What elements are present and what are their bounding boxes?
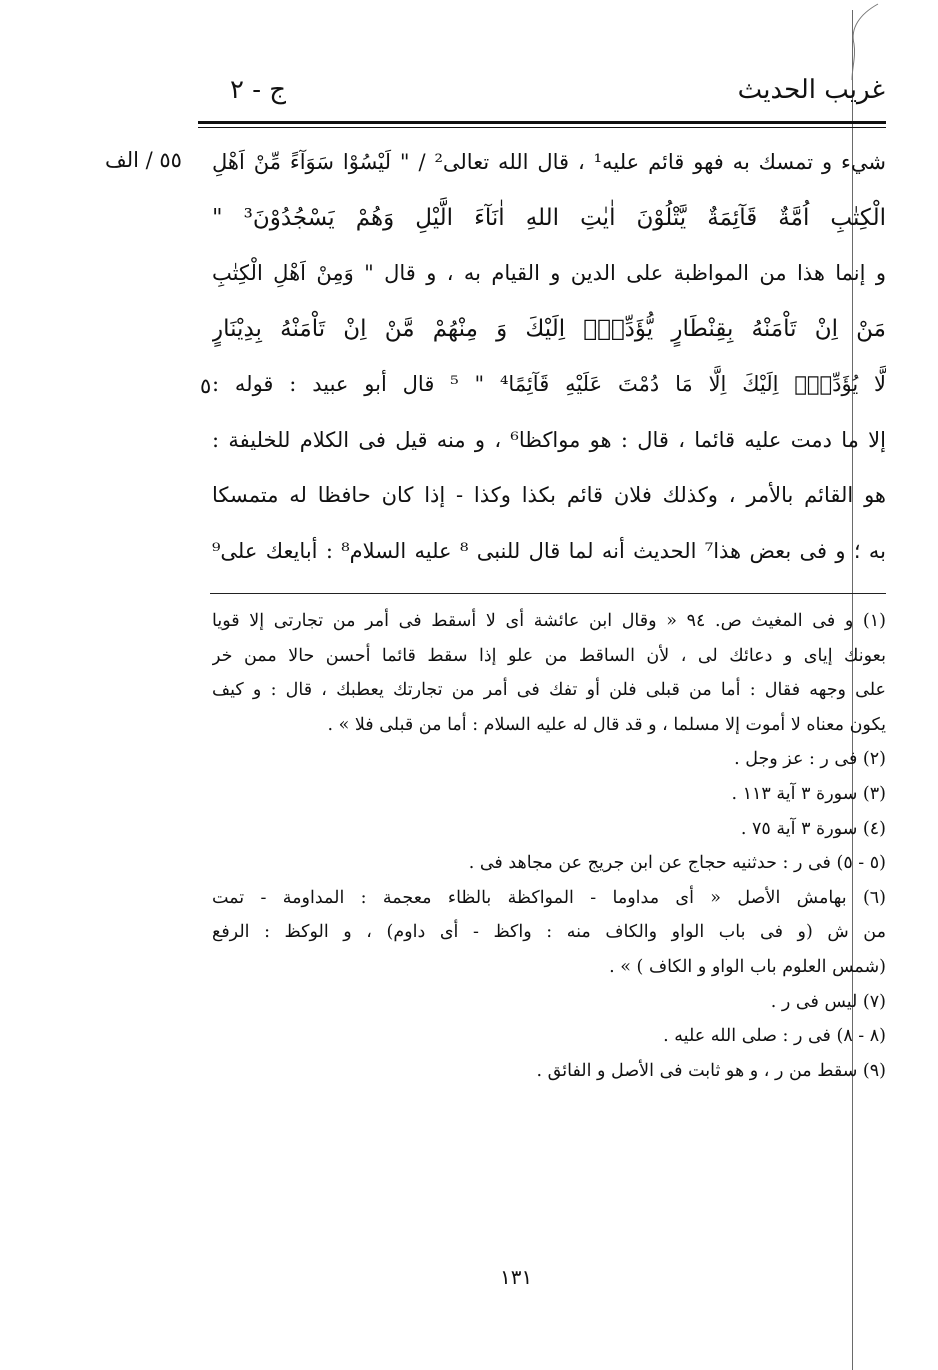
header-title: غريب الحديث bbox=[737, 75, 885, 105]
footnote-line: (شمس العلوم باب الواو و الكاف ) » . bbox=[609, 956, 886, 977]
footnote-line: من ش (و فى باب الواو والكاف منه : واكظ - أى داوم) ، و الوكظ : الرفع bbox=[212, 922, 886, 943]
footnotes-block bbox=[212, 604, 886, 1088]
main-text-line: هو القائم بالأمر ، وكذلك فلان قائم بكذا وكذا - إذا كان حافظا له متمسكا bbox=[212, 483, 886, 507]
header-rule-thick bbox=[198, 121, 886, 124]
footnote-line: (٦) بهامش الأصل « أى مداوما - المواكظة بالظاء معجمة : المداومة - تمت bbox=[212, 887, 886, 908]
footnote-line: بعونك إياى و دعائك لى ، لأن الساقط من علو إذا سقط قائما أحسن حالا ممن خر bbox=[212, 645, 886, 666]
footnote-line: (٥ - ٥) فى ر : حدثنيه حجاج عن ابن جريج عن مجاهد فى . bbox=[468, 853, 886, 874]
header-rule-thin bbox=[198, 127, 886, 128]
scan-fold-curve bbox=[846, 0, 886, 80]
footnote-line: (٩) سقط من ر ، و هو ثابت فى الأصل و الفائق . bbox=[536, 1060, 886, 1081]
main-text-line: مَنْ اِنْ تَاْمَنْهُ بِقِنْطَارٍ يُّؤَدِّهٖٓ اِلَيْكَ وَ مِنْهُمْ مَّنْ اِنْ تَاْمَنْهُ بِدِيْنَارٍ bbox=[212, 315, 886, 342]
footnote-line: (٣) سورة ٣ آية ١١٣ . bbox=[731, 783, 886, 804]
footnote-line: (٤) سورة ٣ آية ٧٥ . bbox=[740, 818, 886, 839]
main-text-line: لَّا يُؤَدِّهٖٓ اِلَيْكَ اِلَّا مَا دُمْتَ عَلَيْهِ قَآئِمًا⁴ " ⁵ قال أبو عبيد : قوله : bbox=[212, 372, 886, 396]
footnote-line: (١) و فى المغيث ص. ٩٤ « وقال ابن عائشة أى لا أسقط فى أمر من تجارتى إلا قويا bbox=[212, 611, 886, 631]
footnote-line: (٧) ليس فى ر . bbox=[770, 991, 886, 1012]
footnote-line: يكون معناه لا أموت إلا مسلما ، و قد قال له عليه السلام : أما من قبلى فلا » . bbox=[327, 714, 886, 735]
main-text-line: به ؛ و فى بعض هذا⁷ الحديث أنه لما قال للنبى ⁸ عليه السلام⁸ : أبايعك على⁹ bbox=[212, 538, 886, 563]
main-text-block bbox=[212, 135, 886, 579]
main-text-line: و إنما هذا من المواظبة على الدين و القيام به ، و قال " وَمِنْ اَهْلِ الْكِتٰبِ bbox=[212, 261, 886, 285]
main-text-line: إلا ما دمت عليه قائما ، قال : هو مواكظا⁶ ، و منه قيل فى الكلام للخليفة : bbox=[212, 427, 886, 452]
footnote-line: (٨ - ٨) فى ر : صلى الله عليه . bbox=[663, 1026, 886, 1047]
running-header bbox=[200, 72, 885, 112]
footnote-line: على وجهه فقال : أما من قبلى فلن أو تفك فى أمر من تجارتك يعطبك ، قال : و كيف bbox=[212, 680, 886, 701]
footnote-line: (٢) فى ر : عز وجل . bbox=[734, 749, 886, 770]
margin-folio-marker: ٥٥ / الف bbox=[105, 148, 182, 172]
main-text-line: الْكِتٰبِ اُمَّةٌ قَآئِمَةٌ يَّتْلُوْنَ اٰيٰتِ اللهِ اٰنَآءَ الَّيْلِ وَهُمْ يَسْجُدُوْنَ³ " bbox=[212, 204, 886, 231]
footnote-separator bbox=[210, 593, 886, 594]
page-number: ١٣١ bbox=[500, 1265, 533, 1289]
main-text-line: شيء و تمسك به فهو قائم عليه¹ ، قال الله تعالى² / " لَيْسُوْا سَوَآءً مِّنْ اَهْلِ bbox=[212, 150, 886, 174]
margin-line-number: ٥ bbox=[200, 374, 212, 398]
header-volume: ج - ٢ bbox=[230, 75, 287, 105]
